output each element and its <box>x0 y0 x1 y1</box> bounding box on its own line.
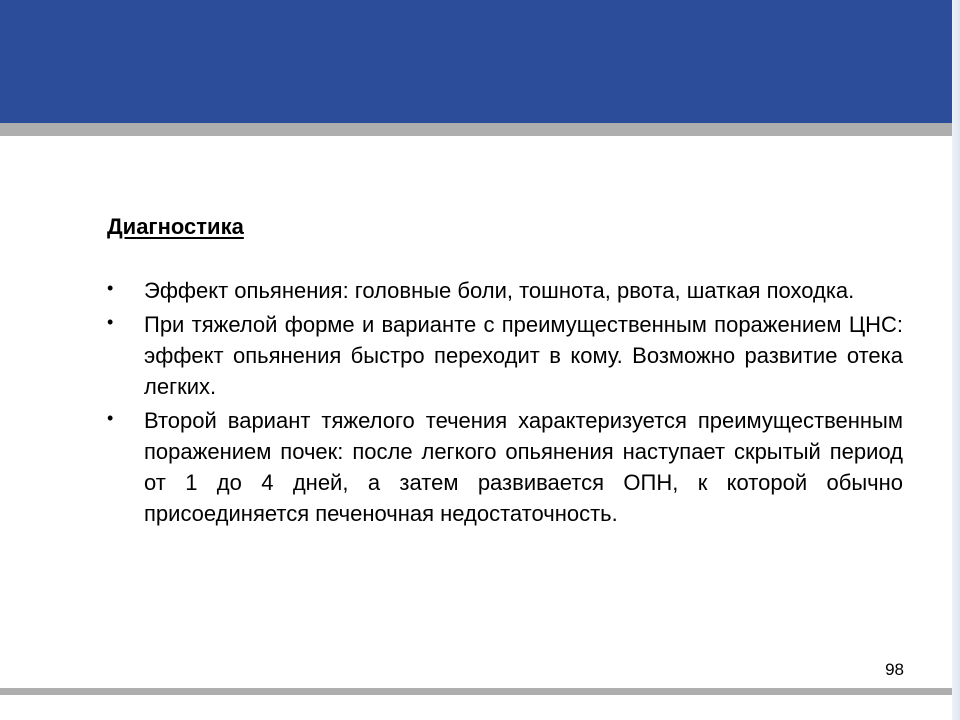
bullet-marker: • <box>107 408 114 428</box>
bullet-text: При тяжелой форме и варианте с преимущественным поражением ЦНС: эффект опьянения быстро переходит в кому. Возможно развитие отека легких. <box>144 312 903 399</box>
bullet-item <box>107 309 903 402</box>
right-edge-strip <box>952 0 960 720</box>
page-number: 98 <box>885 660 904 679</box>
slide-content <box>107 211 903 532</box>
bullet-text: Эффект опьянения: головные боли, тошнота, рвота, шаткая походка. <box>144 278 855 303</box>
bullet-item <box>107 405 903 529</box>
header-band <box>0 0 952 123</box>
header-divider <box>0 123 952 136</box>
bullet-list <box>107 275 903 529</box>
bullet-marker: • <box>107 278 114 298</box>
bullet-marker: • <box>107 312 114 332</box>
bullet-text: Второй вариант тяжелого течения характеризуется преимущественным поражением почек: после легкого опьянения наступает скрытый период от 1 до 4 дней, а затем развивается ОПН, к которой обычно присоединяется печеночная недостаточность. <box>144 408 903 526</box>
slide-heading: Диагностика <box>107 214 244 239</box>
bullet-item <box>107 275 903 306</box>
footer-divider <box>0 688 952 695</box>
